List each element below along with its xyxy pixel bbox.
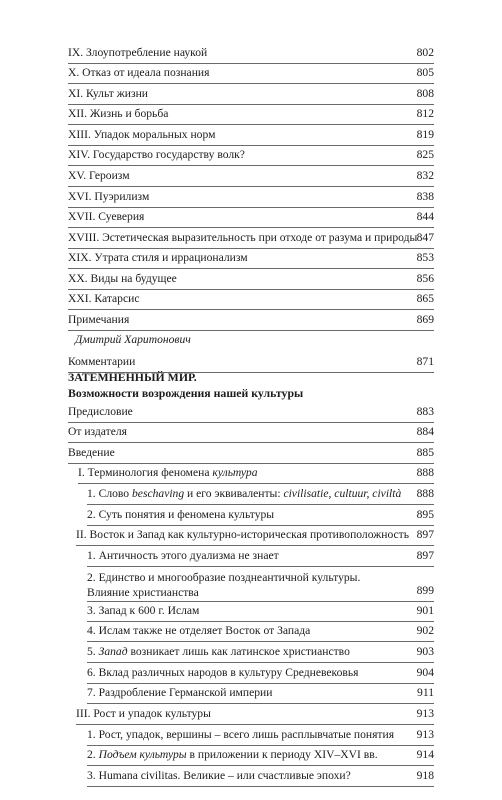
toc-entry-title: [87, 485, 401, 503]
toc-entry-title-line: 2. Единство и многообразие позднеантичной культуры.: [87, 571, 361, 584]
toc-entry-title-part: и его эквиваленты:: [184, 487, 284, 500]
toc-entry-page: 812: [416, 107, 434, 120]
toc-entry: [68, 85, 434, 105]
toc-entry-title: Комментарии: [68, 355, 136, 368]
toc-entry-title: 1. Рост, упадок, вершины – всего лишь расплывчатые понятия: [87, 728, 395, 741]
toc-entry-title: Примечания: [68, 313, 130, 326]
toc-entry-page: 869: [416, 313, 434, 326]
toc-entry-title-italic: beschaving: [132, 487, 185, 500]
toc-entry: [68, 146, 434, 166]
toc-entry-page: 903: [416, 645, 434, 658]
toc-entry-page: 865: [416, 292, 434, 305]
toc-entry: [68, 126, 434, 146]
toc-entry-page: 888: [416, 466, 434, 479]
toc-entry: [68, 44, 434, 64]
toc-entry-title-part: I. Терминология феномена: [78, 466, 213, 479]
toc-entry-page: 871: [416, 355, 434, 368]
toc-entry-title: [87, 746, 378, 764]
toc-entry: [87, 767, 434, 787]
toc-entry-title: XIX. Утрата стиля и иррационализм: [68, 251, 248, 264]
toc-entry-page: 913: [416, 728, 434, 741]
toc-entry-title: XIII. Упадок моральных норм: [68, 128, 216, 141]
toc-entry-title: Введение: [68, 446, 115, 459]
toc-entry-page: 805: [416, 66, 434, 79]
toc-entry-title: II. Восток и Запад как культурно-историческая противоположность: [76, 528, 410, 541]
toc-entry-page: 897: [416, 549, 434, 562]
toc-entry-page: 897: [416, 528, 434, 541]
toc-entry-title: XX. Виды на будущее: [68, 272, 177, 285]
toc-entry: [68, 270, 434, 290]
section-subtitle: Возможности возрождения нашей культуры: [68, 386, 304, 400]
toc-entry: [87, 602, 434, 622]
toc-entry-title: 7. Раздробление Германской империи: [87, 686, 273, 699]
toc-entry-page: 838: [416, 190, 434, 203]
toc-entry-page: 819: [416, 128, 434, 141]
toc-entry: [87, 664, 434, 684]
toc-entry-title-italic: Подъем культуры: [98, 748, 187, 761]
toc-entry-page: 847: [416, 231, 434, 244]
toc-entry-page: 825: [416, 148, 434, 161]
toc-entry: [68, 249, 434, 269]
toc-entry-title: 4. Ислам также не отделяет Восток от Запада: [87, 624, 311, 637]
toc-entry-page: 802: [416, 46, 434, 59]
toc-entry: [68, 64, 434, 84]
toc-entry-title: XIV. Государство государству волк?: [68, 148, 245, 161]
toc-entry: [78, 464, 434, 484]
toc-entry-title-part: возникает лишь как латинское христианство: [127, 645, 350, 658]
toc-entry-title: 1. Античность этого дуализма не знает: [87, 549, 279, 562]
toc-entry: [68, 167, 434, 187]
toc-entry-page: 918: [416, 769, 434, 782]
toc-entry: [68, 311, 434, 331]
toc-entry-page: 902: [416, 624, 434, 637]
toc-entry: [68, 403, 434, 423]
toc-entry: [68, 105, 434, 125]
toc-entry: [87, 506, 434, 526]
toc-entry: [87, 684, 434, 704]
author-name: Дмитрий Харитонович: [75, 333, 191, 346]
toc-entry-page: 885: [416, 446, 434, 459]
toc-entry: [68, 188, 434, 208]
toc-entry-page: 844: [416, 210, 434, 223]
toc-entry-page: 904: [416, 666, 434, 679]
toc-entry: [68, 290, 434, 310]
toc-entry: [68, 229, 434, 249]
toc-entry: [87, 622, 434, 642]
toc-entry: [87, 746, 434, 766]
toc-entry-title: От издателя: [68, 425, 127, 438]
toc-entry-title: 2. Суть понятия и феномена культуры: [87, 508, 275, 521]
toc-entry-page: 901: [416, 604, 434, 617]
toc-entry-title: XI. Культ жизни: [68, 87, 148, 100]
toc-entry: [87, 726, 434, 746]
toc-entry-title: [78, 464, 258, 482]
toc-entry-title-line: Влияние христианства: [87, 586, 199, 599]
toc-entry-title: XVIII. Эстетическая выразительность при отходе от разума и природы: [68, 231, 418, 244]
toc-entry-title: 3. Humana civilitas. Великие – или счастливые эпохи?: [87, 769, 351, 782]
toc-entry-title-italic: Запад: [98, 645, 128, 658]
toc-entry: [68, 423, 434, 443]
toc-entry-title-part: 1. Слово: [87, 487, 132, 500]
toc-entry-page: 911: [417, 686, 434, 699]
toc-entry-page: 895: [416, 508, 434, 521]
section-title: ЗАТЕМНЕННЫЙ МИР.: [68, 370, 197, 384]
toc-entry-page: 808: [416, 87, 434, 100]
toc-entry-title: [87, 643, 350, 661]
toc-entry-title: XXI. Катарсис: [68, 292, 140, 305]
toc-entry-title: III. Рост и упадок культуры: [76, 707, 211, 720]
toc-entry-title: [87, 570, 360, 600]
toc-entry-page: 853: [416, 251, 434, 264]
toc-entry: [87, 547, 434, 567]
toc-entry: [68, 208, 434, 228]
toc-entry-title: XVII. Суеверия: [68, 210, 145, 223]
toc-entry: [76, 705, 434, 725]
toc-entry-title: IX. Злоупотребление наукой: [68, 46, 208, 59]
toc-entry-title-italic: культура: [212, 466, 258, 479]
toc-entry-title: Предисловие: [68, 405, 133, 418]
toc-entry-title: X. Отказ от идеала познания: [68, 66, 210, 79]
toc-entry-title: XV. Героизм: [68, 169, 130, 182]
toc-entry-page: 914: [416, 748, 434, 761]
toc-entry: [76, 526, 434, 546]
toc-entry-title-italic: civilisatie, cultuur, civiltà: [283, 487, 402, 500]
toc-entry-page: 899: [416, 584, 434, 597]
toc-entry-page: 856: [416, 272, 434, 285]
toc-entry-title-part: 2.: [87, 748, 99, 761]
toc-entry-page: 913: [416, 707, 434, 720]
toc-entry-title: XVI. Пуэрилизм: [68, 190, 150, 203]
toc-entry: [87, 485, 434, 505]
toc-entry-page: 883: [416, 405, 434, 418]
toc-entry-page: 832: [416, 169, 434, 182]
toc-entry: [87, 643, 434, 663]
toc-entry-title: 3. Запад к 600 г. Ислам: [87, 604, 200, 617]
toc-entry: [68, 444, 434, 464]
toc-entry-title-part: в приложении к периоду XIV–XVI вв.: [186, 748, 378, 761]
toc-entry-page: 888: [416, 487, 434, 500]
toc-entry: [87, 568, 434, 602]
toc-entry-title: XII. Жизнь и борьба: [68, 107, 169, 120]
toc-entry-title-part: 5.: [87, 645, 99, 658]
toc-entry-page: 884: [416, 425, 434, 438]
toc-entry-title: 6. Вклад различных народов в культуру Средневековья: [87, 666, 359, 679]
